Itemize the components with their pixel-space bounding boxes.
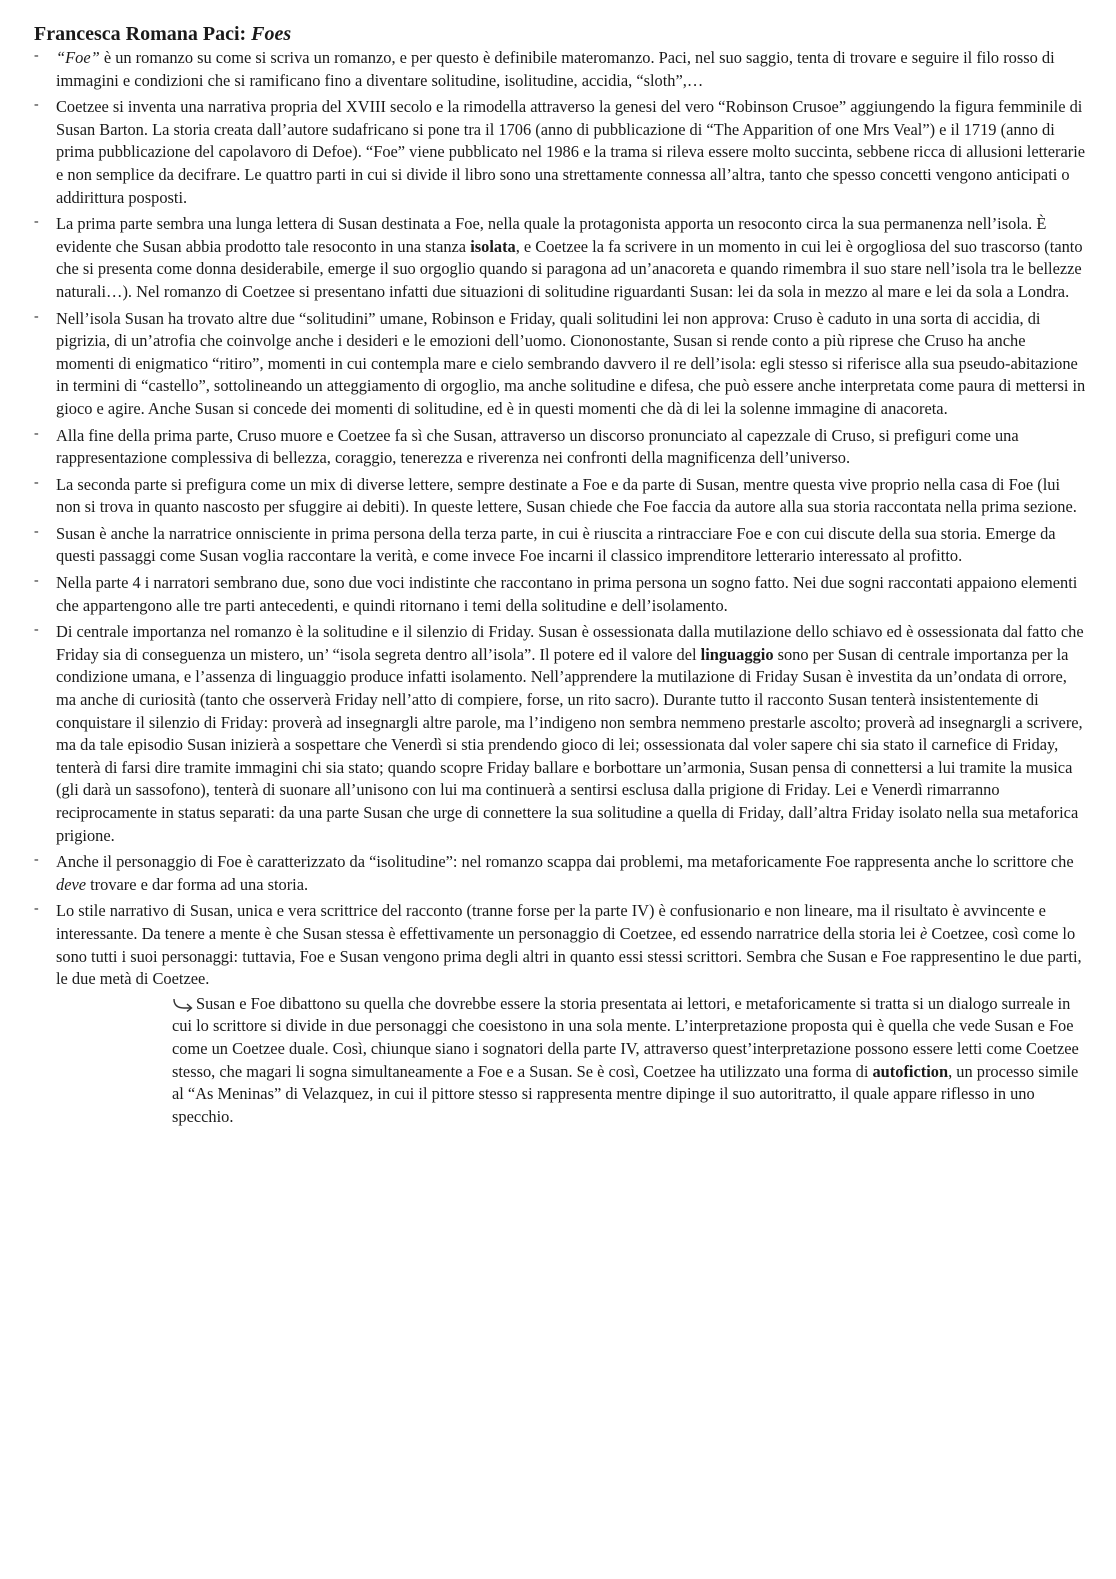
bullet-item (34, 474, 1086, 519)
bullet-item (34, 523, 1086, 568)
bullet-item (34, 900, 1086, 990)
bold-text: isolata (470, 236, 516, 256)
bold-text: linguaggio (700, 644, 774, 664)
text-run: , un processo simile al “As Meninas” di Velazquez, in cui il pittore stesso si rappresenta mentre dipinge il suo autoritratto, il quale appare riflesso in uno specchio. (172, 1061, 1079, 1126)
bullet-marker: - (34, 97, 39, 113)
bullet-item (34, 96, 1086, 209)
text-run: La seconda parte si prefigura come un mix di diverse lettere, sempre destinate a Foe e da parte di Susan, mentre questa vive proprio nella casa di Foe (lui non si trova in quanto nascosto per sfuggire ai debiti). In queste lettere, Susan chiede che Foe faccia da autore alla sua storia raccontata nella prima sezione. (56, 474, 1077, 517)
bullet-marker: - (34, 622, 39, 638)
italic-text: deve (56, 874, 87, 894)
bold-text: autofiction (872, 1061, 949, 1081)
text-run: Nell’isola Susan ha trovato altre due “solitudini” umane, Robinson e Friday, quali solitudini lei non approva: Cruso è caduto in una sorta di accidia, di pigrizia, di un’atrofia che coinvolge anche i desideri e le emozioni dell’uomo. Ciononostante, Susan si rende conto a più riprese che Cruso ha anche momenti di enigmatico “ritiro”, momenti in cui contempla mare e cielo sembrando davvero il re dell’isola: egli stesso si riferisce alla sua pseudo-abitazione in termini di “castello”, sottolineando un atteggiamento di orgoglio, ma anche solitudine e difesa, che può essere anche interpretata come paura di mettersi in gioco e agire. Anche Susan si concede dei momenti di solitudine, ed è in questi momenti che dà di lei la solenne immagine di anacoreta. (56, 308, 1086, 418)
text-run: Alla fine della prima parte, Cruso muore e Coetzee fa sì che Susan, attraverso un discorso pronunciato al capezzale di Cruso, si prefiguri come una rappresentazione complessiva di bellezza, coraggio, tenerezza e riverenza nei confronti della magnificenza dell’universo. (56, 425, 1019, 468)
text-run: , e Coetzee la fa scrivere in un momento in cui lei è orgogliosa del suo trascorso (tanto che si presenta come donna desiderabile, emerge il suo orgoglio quando si paragona ad un’anacoreta e quando rimembra il suo stare nell’isola tra le bellezze naturali…). Nel romanzo di Coetzee si presentano infatti due situazioni di solitudine riguardanti Susan: lei da sola in mezzo al mare e lei da sola a Londra. (56, 236, 1083, 301)
bullet-marker: - (34, 573, 39, 589)
bullet-item (34, 213, 1086, 303)
italic-text: “Foe” (56, 48, 100, 67)
bullet-marker: - (34, 308, 39, 324)
text-run: trovare e dar forma ad una storia. (86, 874, 309, 894)
bullet-marker: - (34, 901, 39, 917)
bullet-item (34, 572, 1086, 617)
bullet-item (34, 47, 1086, 92)
bullet-marker: - (34, 852, 39, 868)
text-run: Di centrale importanza nel romanzo è la solitudine e il silenzio di Friday. Susan è ossessionata dalla mutilazione dello schiavo ed è ossessionata dal fatto che Friday sia di conseguenza un mistero, un’ “isola segreta dentro all’isola”. Il potere ed il valore del (56, 622, 1084, 664)
text-run: Coetzee, così come lo sono tutti i suoi personaggi: tuttavia, Foe e Susan vengono prima degli altri in quanto essi stessi scrittori. Sembra che Susan e Foe rappresentino le due parti, le due metà di Coetzee. (56, 923, 1082, 989)
bullet-marker: - (34, 474, 39, 490)
bullet-item (34, 851, 1086, 896)
title-work: Foes (251, 23, 292, 45)
curved-arrow-icon (172, 993, 196, 1016)
bullet-marker: - (34, 523, 39, 539)
text-run: Susan e Foe dibattono su quella che dovrebbe essere la storia presentata ai lettori, e metaforicamente si tratta si un dialogo surreale in cui lo scrittore si divide in due personaggi che coesistono in una sola mente. L’interpretazione proposta qui è quella che vede Susan e Foe come un Coetzee duale. Così, chiunque siano i sognatori della parte IV, attraverso quest’interpretazione possono essere letti come Coetzee stesso, che magari li sogna simultaneamente a Foe e a Susan. Se è così, Coetzee ha utilizzato una forma di (172, 993, 1079, 1081)
bullet-list (34, 47, 1086, 991)
title-author: Francesca Romana Paci: (34, 23, 247, 45)
text-run: Susan è anche la narratrice onnisciente in prima persona della terza parte, in cui è riuscita a rintracciare Foe e con cui discute della sua storia. Emerge da questi passaggi come Susan voglia raccontare la verità, e come invece Foe incarni il classico imprenditore letterario interessato al profitto. (56, 523, 1056, 566)
text-run: Coetzee si inventa una narrativa propria del XVIII secolo e la rimodella attraverso la genesi del vero “Robinson Crusoe” aggiungendo la figura femminile di Susan Barton. La storia creata dall’autore sudafricano si pone tra il 1706 (anno di pubblicazione di “The Apparition of one Mrs Veal”) e il 1719 (anno di prima pubblicazione del capolavoro di Defoe). “Foe” viene pubblicato nel 1986 e la trama si rileva essere molto succinta, sebbene ricca di allusioni letterarie e non semplice da decifrare. Le quattro parti in cui si divide il libro sono una strettamente connessa all’altra, tanto che spesso concetti vengono anticipati o addirittura posposti. (56, 97, 1086, 207)
document-page (34, 22, 1086, 1128)
sub-note-text (172, 994, 1079, 1126)
bullet-marker: - (34, 48, 39, 63)
text-run: La prima parte sembra una lunga lettera di Susan destinata a Foe, nella quale la protagonista apporta un resoconto circa la sua permanenza nell’isola. È evidente che Susan abbia prodotto tale resoconto in una stanza (56, 214, 1047, 256)
sub-note (172, 993, 1086, 1129)
document-title (34, 22, 1086, 46)
bullet-marker: - (34, 425, 39, 441)
text-run: è un romanzo su come si scriva un romanzo, e per questo è definibile materomanzo. Paci, nel suo saggio, tenta di trovare e seguire il filo rosso di immagini e condizioni che si ramificano fino a diventare solitudine, isolitudine, accidia, “sloth”,… (56, 48, 1055, 90)
bullet-item (34, 621, 1086, 847)
text-run: sono per Susan di centrale importanza per la condizione umana, e l’assenza di linguaggio produce infatti isolamento. Nell’apprendere la mutilazione di Friday Susan è investita da un’ondata di orrore, ma anche di curiosità (tanto che osserverà Friday nell’atto di compiere, forse, un rito sacro). Durante tutto il racconto Susan tenterà insistentemente di conquistare il silenzio di Friday: proverà ad insegnargli altre parole, ma l’indigeno non sembra nemmeno prestarle ascolto; proverà ad insegnargli a scrivere, ma da tale episodio Susan inizierà a sospettare che Venerdì si stia prendendo gioco di lei; ossessionata dal voler sapere chi sia stato il carnefice di Friday, tenterà di farsi dire tramite immagini chi sia stato; quando scopre Friday ballare e borbottare un’armonia, Susan pensa di connettersi a lui tramite la musica (gli darà un sassofono), tenterà di suonare all’unisono con lui ma continuerà a sentirsi esclusa dalla prigione di Friday. Lei e Venerdì rimarranno reciprocamente in status separati: da una parte Susan che urge di connettere la sua solitudine a quella di Friday, dall’altra Friday isolato nella sua metaforica prigione. (56, 644, 1083, 845)
bullet-marker: - (34, 214, 39, 230)
bullet-item (34, 425, 1086, 470)
bullet-item (34, 308, 1086, 421)
text-run: Lo stile narrativo di Susan, unica e vera scrittrice del racconto (tranne forse per la parte IV) è confusionario e non lineare, ma il risultato è avvincente e interessante. Da tenere a mente è che Susan stessa è effettivamente un personaggio di Coetzee, ed essendo narratrice della storia lei (56, 901, 1046, 943)
text-run: Anche il personaggio di Foe è caratterizzato da “isolitudine”: nel romanzo scappa dai problemi, ma metaforicamente Foe rappresenta anche lo scrittore che (56, 852, 1074, 872)
italic-text: è (919, 923, 928, 943)
text-run: Nella parte 4 i narratori sembrano due, sono due voci indistinte che raccontano in prima persona un sogno fatto. Nei due sogni raccontati appaiono elementi che appartengono alle tre parti antecedenti, e quindi ritornano i temi della solitudine e dell’isolamento. (56, 573, 1078, 615)
